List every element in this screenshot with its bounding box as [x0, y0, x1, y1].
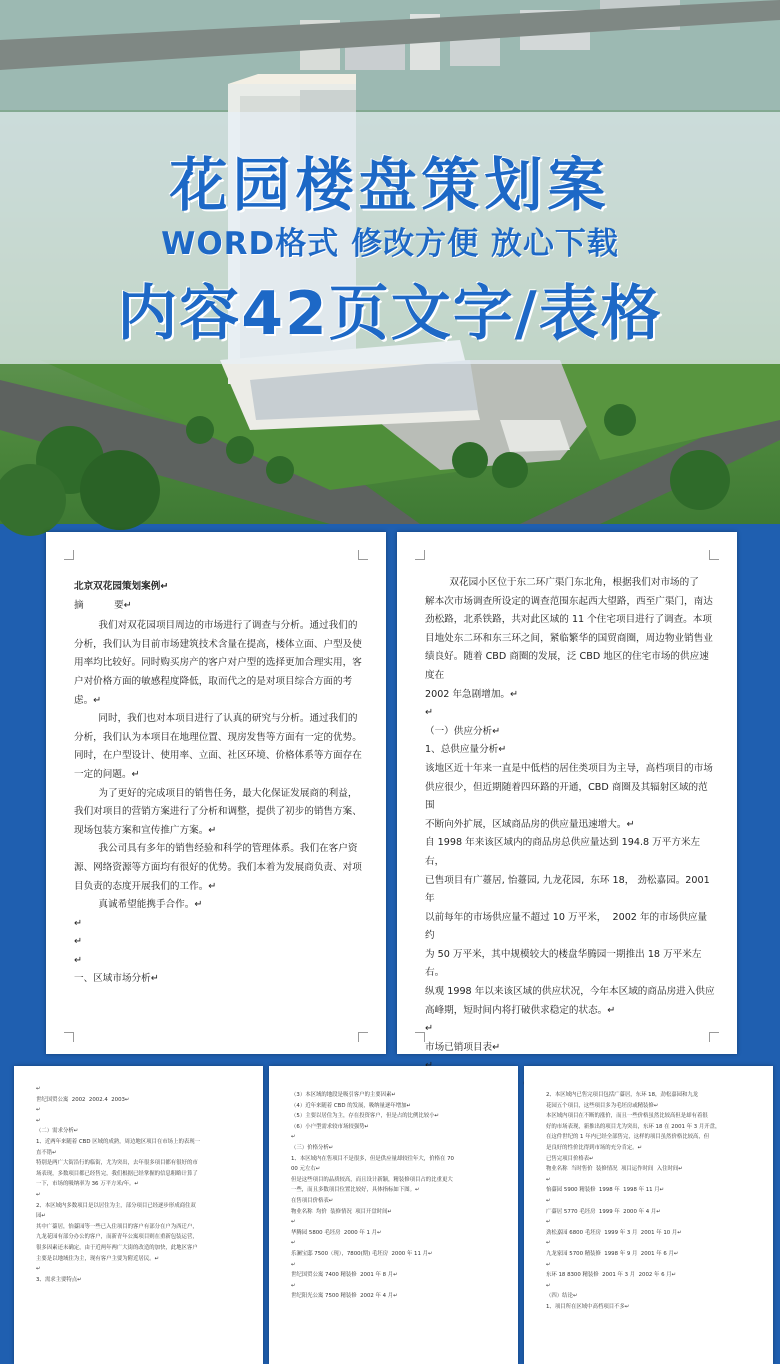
table-row: 世纪国贸公寓 7400 精装修 2001 年 8 月↵	[291, 1272, 398, 1279]
text-line: 虑。↵	[74, 694, 102, 706]
text-line: 分析，我们认为目前市场建筑技术含量在提高，楼体立面、户型及使	[74, 638, 362, 650]
page-text	[546, 1090, 755, 1312]
text-line: （6）小户型需求较市场较强势↵	[291, 1123, 370, 1130]
text-line: ↵	[36, 1191, 41, 1198]
text-line: 一定的问题。↵	[74, 768, 140, 780]
banner-title: 花园楼盘策划案	[169, 151, 611, 219]
section-heading: 3、需求主要特点↵	[36, 1276, 82, 1283]
section-heading: 一、区域市场分析↵	[74, 973, 159, 985]
page-corner-mark	[64, 550, 74, 560]
text-line: ↵	[425, 707, 434, 719]
section-heading: （一）供应分析↵	[425, 725, 501, 737]
table-title: 市场已销项目表↵	[425, 1041, 501, 1053]
text-line: 劲松路，北系铁路，共对此区域的 11 个住宅项目进行了调查。本项	[425, 614, 712, 626]
text-line: ↵	[291, 1261, 296, 1268]
text-line: 世纪国贸公寓 2002 2002.4 2003↵	[36, 1096, 130, 1103]
table-row: 怡薹园 5900 精装修 1998 年 1998 年 11 月↵	[546, 1187, 665, 1194]
text-line: ↵	[291, 1219, 296, 1226]
text-line: 2002 年急剧增加。↵	[425, 688, 519, 700]
document-page-4	[269, 1066, 518, 1364]
table-row: 东环 18 8300 精装修 2001 年 3 月 2002 年 6 月↵	[546, 1272, 677, 1279]
text-line: 花园五个项目，这些项目多为毛坯房或精装修↵	[546, 1102, 659, 1109]
text-line: 特别是两广大街沿行的临街，尤为突出，去年很多项目都有很好的市	[36, 1160, 198, 1167]
text-line: 真诚希望能携手合作。↵	[74, 899, 203, 911]
text-line: ↵	[546, 1176, 551, 1183]
table-row: 劲松嘉园 6800 毛坯房 1999 年 3 月 2001 年 10 月↵	[546, 1229, 682, 1236]
section-heading: （四）结论↵	[546, 1293, 578, 1300]
page-text	[74, 578, 364, 989]
page-corner-mark	[64, 1032, 74, 1042]
text-line: ↵	[36, 1086, 41, 1092]
text-line: 1、近两年来随着 CBD 区域的成熟，周边地区项目在市场上的表现一	[36, 1138, 201, 1145]
table-row: 世纪阳光公寓 7500 精装修 2002 年 4 月↵	[291, 1293, 398, 1300]
banner-subtitle: WORD格式 修改方便 放心下载	[161, 226, 619, 262]
text-line: ↵	[291, 1282, 296, 1289]
text-line: 但是这些项目的品质较高，而且设计新颖，精装修项目占的比重更大	[291, 1176, 453, 1183]
section-heading: 1、总供应量分析↵	[425, 744, 507, 756]
hero-banner	[0, 0, 780, 524]
text-line: （5）主要以居住为主，存在投资客户，但是占的比例比较小↵	[291, 1113, 440, 1120]
banner-highlight: 内容42页文字/表格	[117, 279, 663, 349]
text-line: 户对价格方面的敏感程度降低，取而代之的是对项目综合方面的考	[74, 675, 353, 687]
document-page-3	[14, 1066, 263, 1364]
text-line: ↵	[74, 936, 83, 948]
text-line: 已售项目有广薹居, 怡薹园, 九龙花园, 东环 18， 劲松嘉园。2001 年	[425, 874, 713, 905]
text-line: 同时，在户型设计、使用率、立面、社区环境、价格体系等方面存在	[74, 750, 362, 762]
text-line: 供应很少，但近期随着四环路的开通，CBD 商圈及其辐射区域的范围	[425, 781, 708, 812]
text-line: 其中广薹居，怡薹园等一些已入住项目的客户有部分在户为西迁户，	[36, 1223, 198, 1230]
text-line: 不断向外扩展，区域商品房的供应量迅速增大。↵	[425, 818, 635, 830]
text-line: 摘 要↵	[74, 599, 132, 611]
page-corner-mark	[709, 550, 719, 560]
text-line: 源、网络资源等方面均有很好的优势。我们本着为发展商负责、对项	[74, 861, 362, 873]
text-line: 纵观 1998 年以来该区域的供应状况，今年本区域的商品房进入供应	[425, 986, 715, 998]
page-text	[425, 574, 715, 1095]
text-line: ↵	[74, 917, 83, 929]
text-line: ↵	[425, 1023, 434, 1035]
text-line: 2、本区域内已售完项目包括广薹居，东环 18，劲松嘉园和九龙	[546, 1092, 699, 1098]
text-line: 我们对项目的营销方案进行了分析和调整，提供了初步的销售方案、	[74, 806, 362, 818]
text-line: 在这件世纪的 1 年内已经全部售完，这样的项目虽然价格比较高，但	[546, 1134, 710, 1141]
text-line: ↵	[546, 1240, 551, 1247]
text-line: 1、本区域内在售项目不是很多，但是供应量却较往年大，价格在 70	[291, 1155, 454, 1162]
table-title: 在售项目价格表↵	[291, 1197, 334, 1204]
page-text	[291, 1090, 500, 1302]
text-line: 双花园小区位于东二环广渠门东北角，根据我们对市场的了	[425, 577, 699, 588]
text-line: 1、项目所在区域中高档项目不多↵	[546, 1303, 630, 1310]
page-corner-mark	[358, 550, 368, 560]
text-line: 00 元左右↵	[291, 1166, 321, 1173]
text-line: 一下，市场的吸纳率为 36 万平方米/年。↵	[36, 1181, 139, 1188]
text-line: 为了更好的完成项目的销售任务，最大化保证发展商的利益，	[74, 787, 358, 799]
text-line: 高峰期，短时间内将打破供求稳定的状态。↵	[425, 1004, 616, 1016]
section-heading: （三）价格分析↵	[291, 1144, 334, 1151]
text-line: 自 1998 年来该区域内的商品房总供应量达到 194.8 万平方米左右，	[425, 837, 701, 867]
table-row: 广薹居 5770 毛坯房 1999 年 2000 年 4 月↵	[546, 1208, 661, 1215]
text-line: 同时，我们也对本项目进行了认真的研究与分析。通过我们的	[74, 713, 358, 725]
text-line: ↵	[36, 1117, 41, 1124]
table-title: 已售完项目价格表↵	[546, 1155, 594, 1162]
text-line: 2、本区域内多数项目是以居住为主，部分项目已经逐步形成商住双	[36, 1202, 196, 1209]
document-page-5	[524, 1066, 773, 1364]
text-line: 主要是以地域住为主，现有客户主要为附近居民。↵	[36, 1255, 160, 1262]
text-line: （4）近年来随着 CBD 的发展，吸纳量逐年增加↵	[291, 1102, 412, 1109]
text-line: 以前每年的市场供应量不超过 10 万平米， 2002 年的市场供应量约	[425, 911, 708, 942]
table-row: 乐澜宝邸 7500（现），7800(期) 毛坯房 2000 年 11 月↵	[291, 1250, 433, 1257]
text-line: ↵	[36, 1107, 41, 1114]
page-corner-mark	[415, 550, 425, 560]
text-line: 用率均比较好。同时购买房产的客户对户型的选择更加合理实用，客	[74, 657, 362, 669]
table-header: 物业名称 均价 装修情况 项目开盘时间↵	[291, 1208, 393, 1215]
text-line: 该地区近十年来一直是中低档的居住类项目为主导，高档项目的市场	[425, 762, 713, 774]
text-line: ↵	[546, 1219, 551, 1226]
text-line: ↵	[291, 1240, 296, 1247]
doc-heading: 北京双花园策划案例↵	[74, 581, 169, 592]
table-header: 总建筑面积（万平米）↵	[469, 1079, 574, 1091]
text-line: 是良好的性价比得到市场的充分肯定。↵	[546, 1144, 643, 1151]
text-line: 为 50 万平米，其中规模较大的楼盘华腾园一期推出 18 万平米左右。	[425, 948, 702, 979]
text-line: 直不错↵	[36, 1149, 57, 1156]
text-line: 我公司具有多年的销售经验和科学的管理体系。我们在客户资	[74, 843, 358, 855]
table-row: 华腾园 5800 毛坯房 2000 年 1 月↵	[291, 1229, 382, 1236]
text-line: 目负责的态度开展我们的工作。↵	[74, 880, 217, 892]
page-text	[36, 1084, 245, 1285]
table-row: 九龙家园 5700 精装修 1998 年 9 月 2001 年 6 月↵	[546, 1250, 679, 1257]
text-line: 园↵	[36, 1213, 46, 1220]
text-line: 我们对双花园项目周边的市场进行了调查与分析。通过我们的	[74, 620, 358, 632]
page-corner-mark	[358, 1032, 368, 1042]
table-header: 物业名称 当时售价 装修情况 项目运作时间 入住时间↵	[546, 1166, 683, 1173]
section-heading: （二）需求分析↵	[36, 1128, 79, 1135]
document-page-1	[46, 532, 386, 1054]
text-line: ↵	[74, 954, 83, 966]
text-line: ↵	[546, 1282, 551, 1289]
text-line: ↵	[291, 1134, 296, 1141]
text-line: 一些，而且多数项目位置比较好，具体指标如下图。↵	[291, 1187, 420, 1194]
text-line: ↵	[546, 1197, 551, 1204]
text-line: 解本次市场调查所设定的调查范围东起西大望路，西至广渠门，南达	[425, 595, 713, 607]
text-line: ↵	[546, 1261, 551, 1268]
page-corner-mark	[415, 1032, 425, 1042]
text-line: 现场包装方案和宣传推广方案。↵	[74, 824, 217, 836]
text-line: 绩良好。随着 CBD 商圈的发展，泛 CBD 地区的住宅市场的供应速度在	[425, 651, 709, 681]
text-line: （3）本区域的地段是吸引客户的主要因素↵	[291, 1092, 396, 1098]
text-line: 分析，我们认为本项目在地理位置、现房发售等方面有一定的优势。	[74, 731, 362, 743]
text-line: 本区域内项目在不断的涨价，而且一些价格虽然比较高但是却有着很	[546, 1113, 708, 1120]
document-page-2	[397, 532, 737, 1091]
text-line: ↵	[36, 1266, 41, 1273]
text-line: 好的市场表现，新推出的项目尤为突出，东环 18 在 2001 年 3 月开盘，	[546, 1123, 721, 1130]
text-line: 场表现，多数项目都已经售完，我们根据已经掌握的信息粗略计算了	[36, 1170, 198, 1177]
text-line: 目地处东二环和东三环之间，紧临繁华的国贸商圈，周边物业销售业	[425, 632, 713, 644]
text-line: 很多因素还未确定，由于近两年两广大街的改造的加快，此地区客户	[36, 1244, 198, 1251]
text-line: 九龙花园有部分办公的客户，而新青年公寓项目则在重新包装运营，	[36, 1234, 198, 1241]
